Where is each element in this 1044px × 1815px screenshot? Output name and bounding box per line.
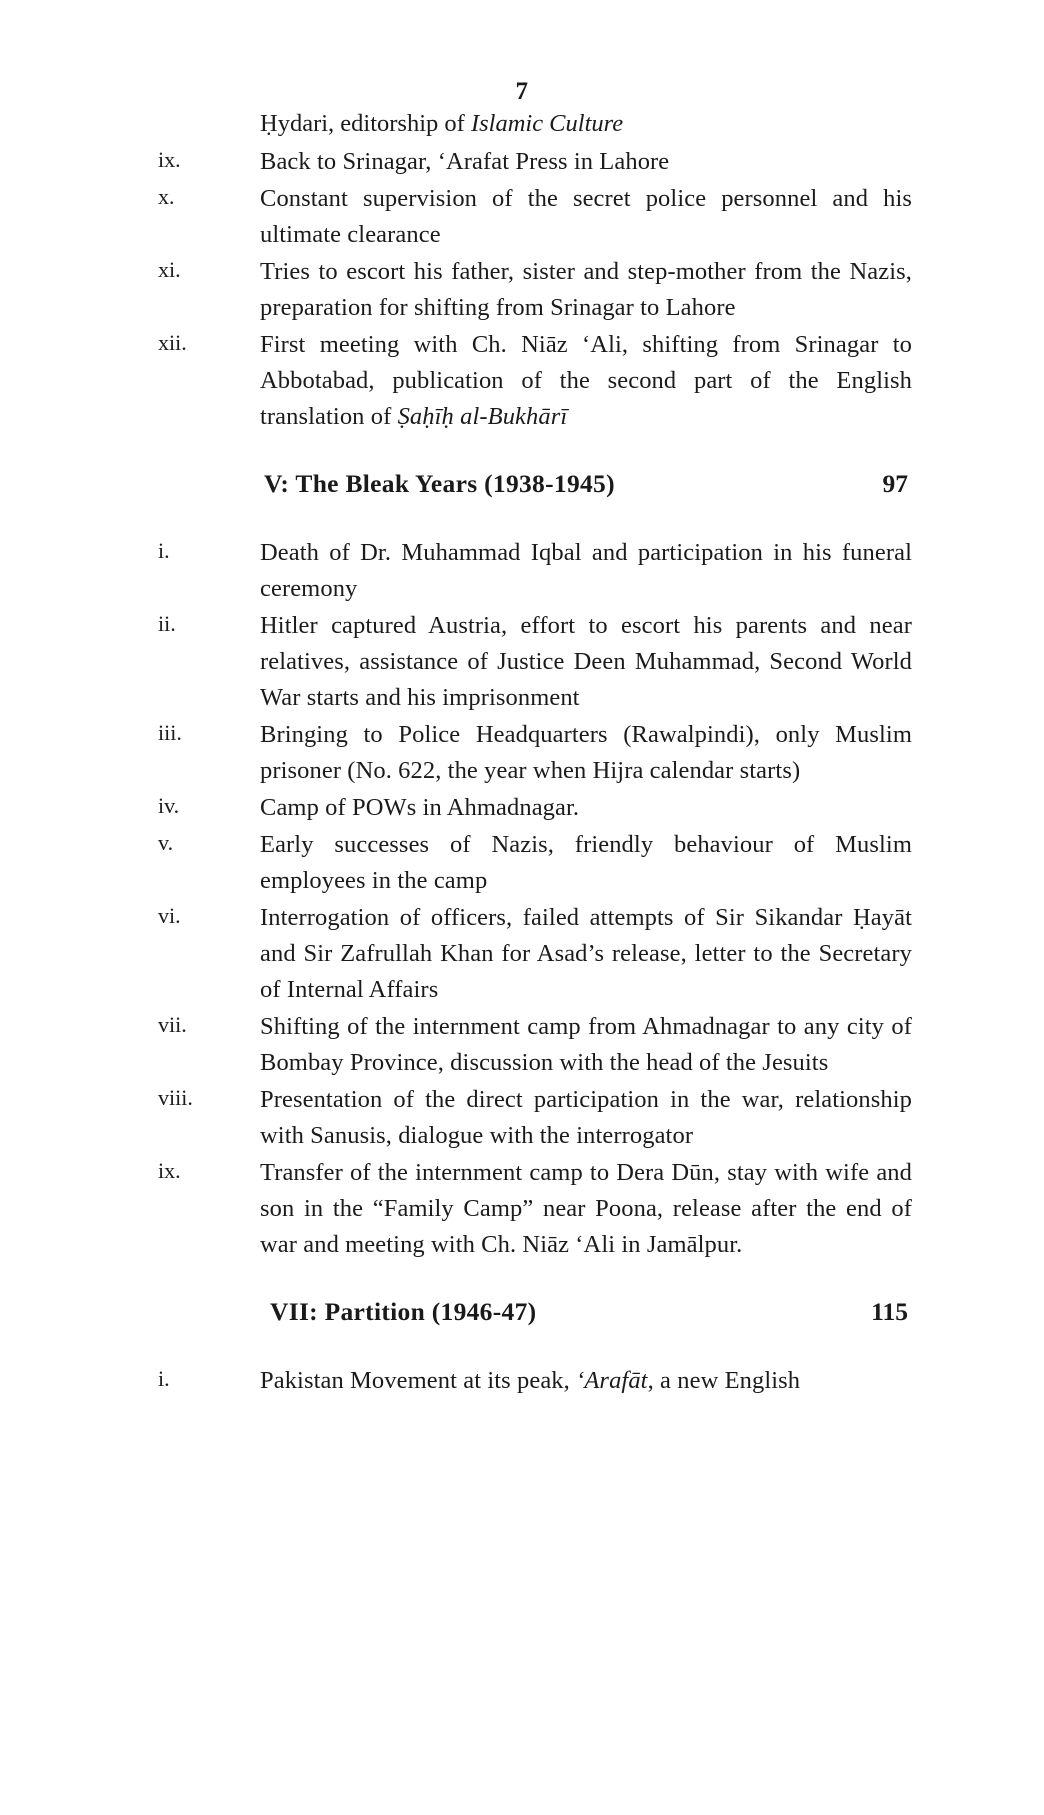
- section-heading-vii: [152, 1297, 912, 1327]
- list-item-text: Back to Srinagar, ‘Arafat Press in Lahore: [260, 148, 670, 175]
- list-item-numeral: ix.: [158, 1158, 181, 1183]
- list-item: [152, 717, 912, 789]
- list-item: [152, 535, 912, 607]
- list-item-text: Camp of POWs in Ahmadnagar.: [260, 794, 580, 821]
- list-item-numeral: x.: [158, 184, 175, 209]
- toc-group-vii: [152, 1363, 912, 1399]
- list-item: [152, 1155, 912, 1263]
- list-item: [152, 608, 912, 716]
- list-item: [152, 1082, 912, 1154]
- list-item-numeral: ix.: [158, 147, 181, 172]
- list-item-text: Hitler captured Austria, effort to escort his parents and near relatives, assistance of Justice Deen Muhammad, Second World War starts and his imprisonment: [260, 612, 912, 711]
- section-title: V: The Bleak Years (1938-1945): [264, 469, 615, 498]
- list-item-numeral: i.: [158, 538, 170, 563]
- list-item: [152, 181, 912, 253]
- list-item: [152, 1009, 912, 1081]
- list-item-text: Tries to escort his father, sister and step-mother from the Nazis, preparation for shifting from Srinagar to Lahore: [260, 258, 912, 321]
- list-item-text: Early successes of Nazis, friendly behaviour of Muslim employees in the camp: [260, 831, 912, 894]
- continued-entry-italic: Islamic Culture: [470, 110, 624, 137]
- list-item-text: Presentation of the direct participation in the war, relationship with Sanusis, dialogue with the interrogator: [260, 1086, 912, 1149]
- list-item-numeral: xii.: [158, 330, 187, 355]
- list-item: [152, 900, 912, 1008]
- continued-entry-text: Ḥydari, editorship of: [260, 110, 471, 137]
- list-item-text-pre: Pakistan Movement at its peak,: [260, 1367, 577, 1394]
- list-item: [152, 1363, 912, 1399]
- list-item-numeral: ii.: [158, 611, 176, 636]
- toc-group-top: [152, 144, 912, 435]
- list-item-numeral: iii.: [158, 720, 182, 745]
- list-item-text-post: , a new English: [647, 1367, 801, 1394]
- page-number: 7: [515, 78, 529, 105]
- list-item-text: Interrogation of officers, failed attempts of Sir Sikandar Ḥayāt and Sir Zafrullah Khan for Asad’s release, letter to the Secretary of Internal Affairs: [260, 904, 912, 1003]
- list-item-numeral: iv.: [158, 793, 180, 818]
- list-item: [152, 327, 912, 435]
- list-item: [152, 827, 912, 899]
- list-item-numeral: i.: [158, 1366, 170, 1391]
- list-item-numeral: vi.: [158, 903, 181, 928]
- list-item-text-pre: First meeting with Ch. Niāz ‘Ali, shifting from Srinagar to Abbotabad, publication of the second part of the English translation of: [260, 331, 912, 430]
- list-item: [152, 254, 912, 326]
- list-item-text-italic: ‘Arafāt: [576, 1367, 648, 1394]
- section-title: VII: Partition (1946-47): [270, 1297, 537, 1326]
- list-item-numeral: v.: [158, 830, 174, 855]
- list-item-text-italic: Ṣaḥīḥ al-Bukhārī: [397, 403, 568, 430]
- list-item-text: Bringing to Police Headquarters (Rawalpindi), only Muslim prisoner (No. 622, the year when Hijra calendar starts): [260, 721, 912, 784]
- list-item-text: Transfer of the internment camp to Dera Dūn, stay with wife and son in the “Family Camp” near Poona, release after the end of war and meeting with Ch. Niāz ‘Ali in Jamālpur.: [260, 1159, 912, 1258]
- continued-entry-line: [260, 106, 912, 142]
- list-item-text: [260, 327, 912, 435]
- list-item: [152, 144, 912, 180]
- list-item-text: Death of Dr. Muhammad Iqbal and participation in his funeral ceremony: [260, 539, 912, 602]
- list-item-numeral: vii.: [158, 1012, 187, 1037]
- list-item-text: Shifting of the internment camp from Ahmadnagar to any city of Bombay Province, discussion with the head of the Jesuits: [260, 1013, 912, 1076]
- list-item-numeral: viii.: [158, 1085, 193, 1110]
- document-page: [0, 78, 1044, 1815]
- list-item-text: Constant supervision of the secret police personnel and his ultimate clearance: [260, 185, 912, 248]
- list-item: [152, 790, 912, 826]
- toc-content: [132, 106, 912, 1399]
- toc-group-v: [152, 535, 912, 1263]
- list-item-text: [260, 1363, 912, 1399]
- section-page-number: 115: [871, 1297, 908, 1326]
- section-heading-v: [152, 469, 912, 499]
- section-page-number: 97: [882, 469, 908, 498]
- list-item-numeral: xi.: [158, 257, 181, 282]
